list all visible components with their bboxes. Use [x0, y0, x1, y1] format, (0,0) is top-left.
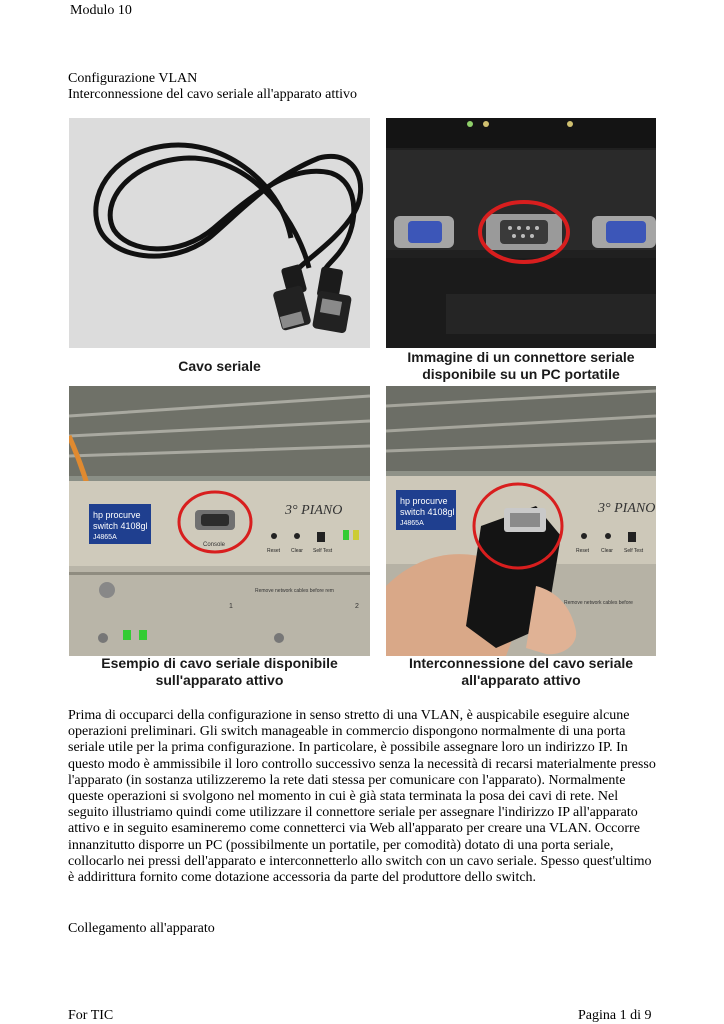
button-label: Reset [267, 548, 281, 554]
button-label: Clear [601, 548, 613, 554]
device-label: J4865A [400, 520, 424, 527]
caption-line: Esempio di cavo seriale disponibile [101, 655, 338, 671]
device-label: J4865A [93, 534, 117, 541]
section-heading: Configurazione VLAN [68, 71, 198, 86]
figure-caption [69, 655, 370, 689]
slot-label: Remove network cables before rem [255, 588, 334, 594]
photo-cable-connection [386, 386, 656, 656]
caption-line: Immagine di un connettore seriale [407, 349, 635, 365]
button-label: Clear [291, 548, 303, 554]
page-number: Pagina 1 di 9 [578, 1008, 652, 1023]
button-label: Self Test [624, 548, 644, 554]
caption-line: all'apparato attivo [461, 672, 581, 688]
slot-number: 2 [355, 603, 359, 610]
handwritten-note: 3° PIANO [598, 501, 656, 516]
section-subheading: Interconnessione del cavo seriale all'apparato attivo [68, 87, 358, 102]
slot-label: Remove network cables before [564, 600, 633, 606]
handwritten-note: 3° PIANO [285, 503, 343, 518]
port-label: Console [203, 542, 226, 548]
device-label: hp procurve [93, 510, 141, 520]
device-label: hp procurve [400, 496, 448, 506]
photo-switch-console-port [69, 386, 370, 656]
figure-caption: Cavo seriale [178, 358, 261, 374]
body-paragraph: Prima di occuparci della configurazione in senso stretto di una VLAN, è auspicabile eseguire alcune operazioni preliminari. Gli switch manageable in commercio dispongono normalmente di una porta seriale utile per la prima configurazione. In particolare, è possibile assegnare loro un indirizzo IP. In questo modo è ammissibile il loro controllo successivo senza la necessità di recarsi materialmente presso l'apparato (in sostanza utilizzeremo la rete dati stessa per comunicare con l'apparato). Normalmente queste operazioni si svolgono nel momento in cui è già stata terminata la posa dei cavi di rete. Nel seguito illustriamo quindi come utilizzare il connettore seriale per assegnare l'indirizzo IP all'apparato attivo e in seguito esamineremo come connetterci via Web all'apparato per creare una VLAN. Occorre innanzitutto disporre un PC (possibilmente un portatile, per comodità) dotato di una porta seriale, collocarlo nei pressi dell'apparato e interconnetterlo allo switch con un cavo seriale. Spesso quest'ultimo è addirittura fornito come dotazione accessoria da parte del produttore dello switch. [68, 708, 656, 886]
button-label: Self Test [313, 548, 333, 554]
figure-caption [386, 655, 656, 689]
device-label: switch 4108gl [400, 507, 455, 517]
page-header: Modulo 10 [70, 3, 132, 18]
caption-line: disponibile su un PC portatile [422, 366, 620, 382]
button-label: Reset [576, 548, 590, 554]
section-subheading: Collegamento all'apparato [68, 921, 215, 936]
slot-number: 1 [229, 603, 233, 610]
page-footer-left: For TIC [68, 1008, 114, 1023]
caption-line: sull'apparato attivo [155, 672, 284, 688]
figure-caption [386, 349, 656, 383]
vga-port-left [394, 216, 454, 248]
photo-laptop-serial-port [386, 118, 656, 348]
caption-line: Interconnessione del cavo seriale [408, 655, 634, 671]
device-label: switch 4108gl [93, 521, 148, 531]
photo-serial-cable [69, 118, 370, 348]
